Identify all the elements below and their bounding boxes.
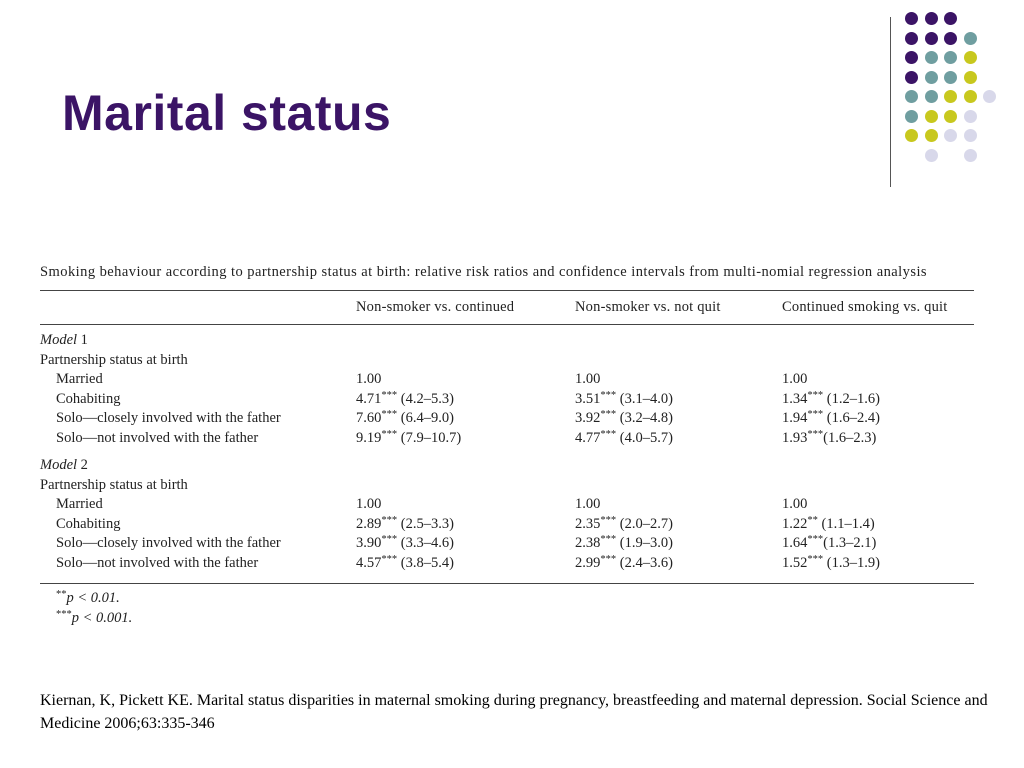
table-cell xyxy=(575,515,673,535)
decorative-dot xyxy=(964,71,977,84)
cell-confidence-interval: (2.0–2.7) xyxy=(616,515,673,532)
decorative-dot xyxy=(925,32,938,45)
cell-significance: *** xyxy=(381,534,398,545)
decorative-dot xyxy=(983,90,996,103)
model-number: 1 xyxy=(80,332,88,348)
cell-significance: *** xyxy=(381,409,398,420)
cell-significance: ** xyxy=(807,514,818,526)
title-divider-line xyxy=(890,17,891,187)
table-header-row xyxy=(40,291,974,324)
cell-significance: *** xyxy=(600,534,617,545)
table-row xyxy=(40,409,974,429)
table-cell xyxy=(356,534,454,554)
table-cell xyxy=(782,409,880,429)
table-row xyxy=(40,429,974,449)
decorative-dot xyxy=(925,71,938,84)
cell-value: 4.71 xyxy=(356,390,382,407)
cell-significance: *** xyxy=(600,514,617,526)
decorative-dot xyxy=(925,149,938,162)
table-cell xyxy=(782,534,876,554)
table-cell xyxy=(575,370,600,390)
decorative-dot xyxy=(925,12,938,25)
cell-significance: *** xyxy=(600,428,617,440)
cell-confidence-interval: (2.5–3.3) xyxy=(397,515,454,532)
row-label: Solo—not involved with the father xyxy=(56,554,259,571)
column-header-continued-vs-quit: Continued smoking vs. quit xyxy=(782,299,948,315)
cell-significance: *** xyxy=(600,409,617,420)
cell-value: 1.00 xyxy=(575,371,601,387)
cell-significance: *** xyxy=(600,389,617,401)
cell-confidence-interval: (1.3–1.9) xyxy=(823,554,880,571)
table-row xyxy=(40,390,974,410)
row-label: Cohabiting xyxy=(56,515,121,532)
table-cell xyxy=(575,409,673,429)
cell-significance: *** xyxy=(600,553,617,565)
table-cell xyxy=(356,554,454,574)
table-cell xyxy=(575,554,673,574)
table-cell xyxy=(782,370,807,390)
cell-confidence-interval: (1.9–3.0) xyxy=(616,535,673,551)
cell-significance: *** xyxy=(807,389,824,401)
footnote-stars: *** xyxy=(56,609,72,620)
cell-significance: *** xyxy=(807,553,824,565)
row-label: Married xyxy=(56,371,103,387)
slide-title: Marital status xyxy=(62,85,392,141)
table-row xyxy=(40,534,974,554)
model-heading-row xyxy=(40,456,974,476)
cell-value: 2.89 xyxy=(356,515,382,532)
table-cell xyxy=(356,370,381,390)
cell-significance: *** xyxy=(381,428,398,440)
decorative-dot xyxy=(944,71,957,84)
table-cell xyxy=(356,429,461,449)
cell-confidence-interval: (3.1–4.0) xyxy=(616,390,673,407)
table-cell xyxy=(356,495,381,515)
table-body xyxy=(40,325,974,583)
decorative-dot xyxy=(944,110,957,123)
decorative-dot xyxy=(925,51,938,64)
group-label-row xyxy=(40,351,974,371)
row-label: Solo—not involved with the father xyxy=(56,429,259,446)
cell-significance: *** xyxy=(381,553,398,565)
row-label: Married xyxy=(56,496,103,512)
footnote xyxy=(56,590,120,607)
group-label-row xyxy=(40,476,974,496)
model-heading xyxy=(40,456,88,476)
model-number: 2 xyxy=(80,457,88,473)
decorative-dot xyxy=(905,32,918,45)
group-label: Partnership status at birth xyxy=(40,476,188,493)
decorative-dot xyxy=(964,149,977,162)
cell-value: 1.64 xyxy=(782,535,808,551)
table-cell xyxy=(575,429,673,449)
decorative-dot xyxy=(925,110,938,123)
model-word: Model xyxy=(40,332,78,348)
decorative-dot-grid xyxy=(905,12,1015,172)
cell-value: 3.92 xyxy=(575,410,601,426)
decorative-dot xyxy=(964,110,977,123)
cell-confidence-interval: (1.3–2.1) xyxy=(823,535,877,551)
column-header-non-smoker-vs-not-quit: Non-smoker vs. not quit xyxy=(575,299,721,315)
table-caption: Smoking behaviour according to partnership status at birth: relative risk ratios and confidence intervals from multi-nomial regression analysis xyxy=(40,264,928,280)
results-table xyxy=(40,262,974,632)
table-cell xyxy=(356,515,454,535)
cell-confidence-interval: (1.2–1.6) xyxy=(823,390,880,407)
cell-value: 1.22 xyxy=(782,515,808,532)
cell-value: 1.34 xyxy=(782,390,808,407)
decorative-dot xyxy=(905,51,918,64)
cell-confidence-interval: (1.1–1.4) xyxy=(817,515,875,532)
cell-confidence-interval: (4.0–5.7) xyxy=(616,429,673,446)
cell-confidence-interval: (3.3–4.6) xyxy=(397,535,454,551)
table-cell xyxy=(575,534,673,554)
table-cell xyxy=(575,390,673,410)
cell-significance: *** xyxy=(381,389,398,401)
decorative-dot xyxy=(964,51,977,64)
decorative-dot xyxy=(905,90,918,103)
cell-value: 2.38 xyxy=(575,535,601,551)
cell-value: 7.60 xyxy=(356,410,382,426)
decorative-dot xyxy=(925,90,938,103)
decorative-dot xyxy=(944,90,957,103)
cell-value: 1.00 xyxy=(782,371,808,387)
table-cell xyxy=(782,554,880,574)
cell-value: 9.19 xyxy=(356,429,382,446)
decorative-dot xyxy=(905,12,918,25)
group-label: Partnership status at birth xyxy=(40,351,188,368)
cell-significance: *** xyxy=(807,409,824,420)
table-cell xyxy=(575,495,600,515)
cell-significance: *** xyxy=(807,428,824,440)
decorative-dot xyxy=(905,71,918,84)
cell-value: 1.00 xyxy=(356,496,382,512)
cell-confidence-interval: (3.2–4.8) xyxy=(616,410,673,426)
decorative-dot xyxy=(944,12,957,25)
footnote-text: p < 0.001. xyxy=(71,610,133,626)
cell-value: 2.99 xyxy=(575,554,601,571)
cell-value: 1.94 xyxy=(782,410,808,426)
table-row xyxy=(40,515,974,535)
table-cell xyxy=(782,495,807,515)
cell-confidence-interval: (3.8–5.4) xyxy=(397,554,454,571)
decorative-dot xyxy=(964,129,977,142)
cell-value: 2.35 xyxy=(575,515,601,532)
model-heading-row xyxy=(40,331,974,351)
cell-value: 4.57 xyxy=(356,554,382,571)
model-heading xyxy=(40,331,88,351)
decorative-dot xyxy=(964,90,977,103)
cell-confidence-interval: (1.6–2.3) xyxy=(823,429,877,446)
cell-confidence-interval: (6.4–9.0) xyxy=(397,410,454,426)
decorative-dot xyxy=(944,51,957,64)
table-cell xyxy=(356,409,454,429)
decorative-dot xyxy=(944,32,957,45)
cell-confidence-interval: (2.4–3.6) xyxy=(616,554,673,571)
model-word: Model xyxy=(40,457,78,473)
cell-confidence-interval: (1.6–2.4) xyxy=(823,410,880,426)
cell-confidence-interval: (7.9–10.7) xyxy=(397,429,462,446)
footnote-text: p < 0.01. xyxy=(66,590,120,606)
table-row xyxy=(40,495,974,515)
cell-confidence-interval: (4.2–5.3) xyxy=(397,390,454,407)
cell-value: 1.00 xyxy=(782,496,808,512)
table-cell xyxy=(782,390,880,410)
cell-value: 4.77 xyxy=(575,429,601,446)
row-label: Cohabiting xyxy=(56,390,121,407)
cell-value: 3.51 xyxy=(575,390,601,407)
cell-value: 3.90 xyxy=(356,535,382,551)
table-row xyxy=(40,554,974,574)
footnote-stars: ** xyxy=(56,589,67,600)
cell-significance: *** xyxy=(807,534,824,545)
cell-significance: *** xyxy=(381,514,398,526)
table-cell xyxy=(356,390,454,410)
cell-value: 1.00 xyxy=(356,371,382,387)
citation-reference: Kiernan, K, Pickett KE. Marital status disparities in maternal smoking during pregnancy, breastfeeding and maternal depression. Social Science and Medicine 2006;63:335-346 xyxy=(40,692,988,732)
decorative-dot xyxy=(905,129,918,142)
table-footnotes xyxy=(40,584,974,632)
column-header-non-smoker-vs-continued: Non-smoker vs. continued xyxy=(356,299,515,315)
decorative-dot xyxy=(925,129,938,142)
row-label: Solo—closely involved with the father xyxy=(56,410,281,426)
cell-value: 1.93 xyxy=(782,429,808,446)
table-cell xyxy=(782,515,875,535)
footnote xyxy=(56,610,132,627)
decorative-dot xyxy=(964,32,977,45)
cell-value: 1.52 xyxy=(782,554,808,571)
table-cell xyxy=(782,429,876,449)
decorative-dot xyxy=(944,129,957,142)
decorative-dot xyxy=(905,110,918,123)
cell-value: 1.00 xyxy=(575,496,601,512)
row-label: Solo—closely involved with the father xyxy=(56,535,281,551)
table-row xyxy=(40,370,974,390)
